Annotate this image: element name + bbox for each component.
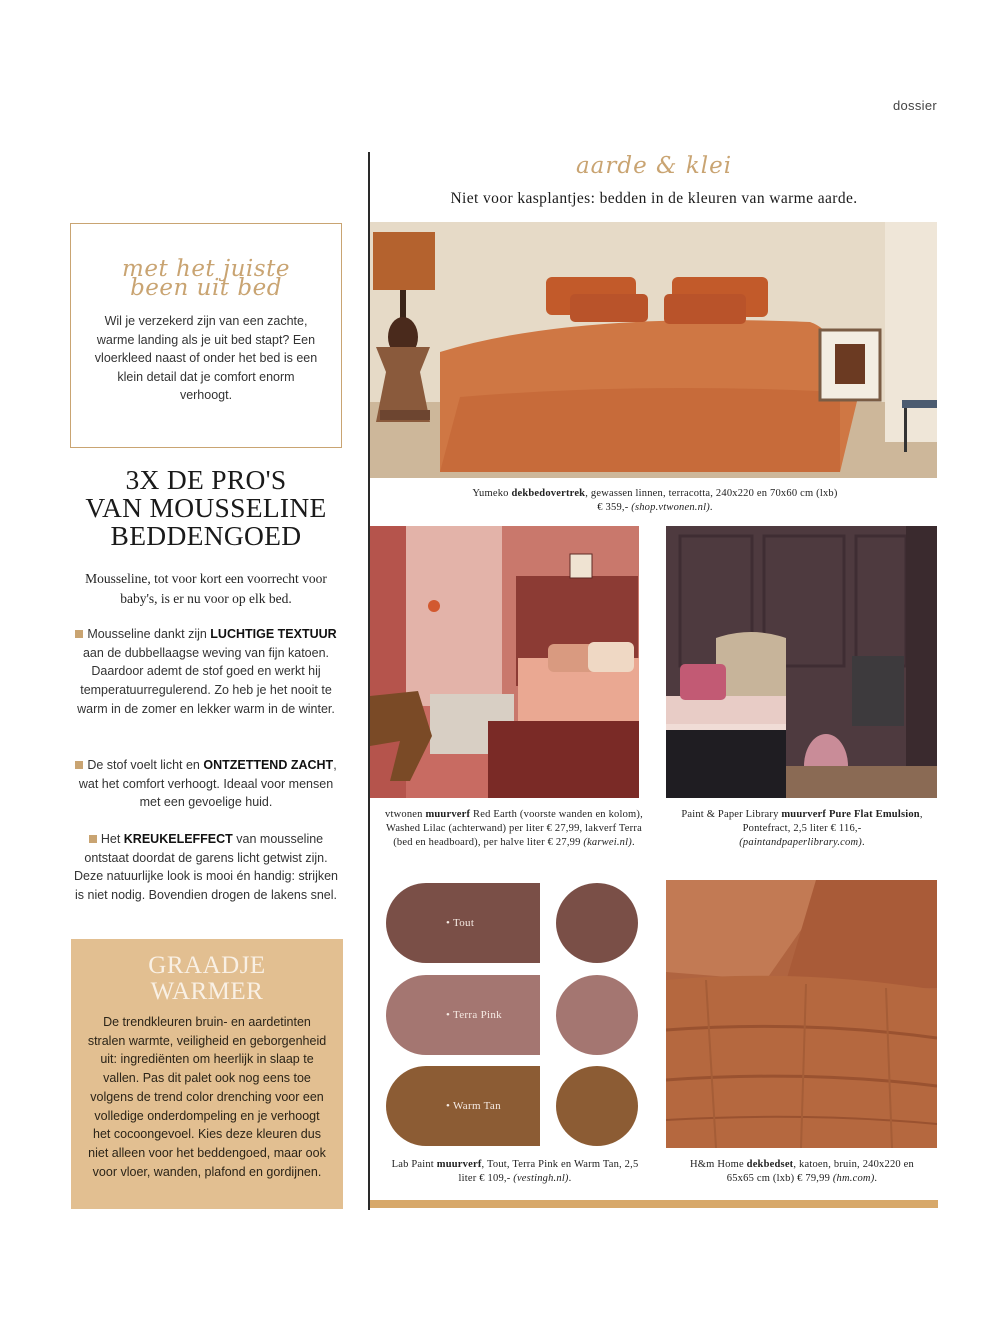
swatch-tout bbox=[386, 883, 540, 963]
caption-product: dekbedset bbox=[746, 1159, 794, 1170]
pro-highlight: KREUKELEFFECT bbox=[123, 832, 233, 846]
photo-rust-duvet bbox=[666, 880, 937, 1148]
caption-details: , Tout, Terra Pink en Warm Tan, 2,5 liter € 109,- bbox=[458, 1159, 639, 1184]
tip-text: Wil je verzekerd zijn van een zachte, warme landing als je uit bed stapt? Een vloerkleed naast of onder het bed is een klein detail dat je comfort enorm verhoogt. bbox=[94, 314, 318, 403]
caption-details: , katoen, bruin, 240x220 en 65x65 cm (lxb) € 79,99 bbox=[726, 1159, 914, 1184]
photo-red-earth-room bbox=[370, 526, 639, 798]
pro-highlight: LUCHTIGE TEXTUUR bbox=[210, 627, 337, 641]
pro-text: De stof voelt licht en bbox=[87, 758, 204, 772]
caption-source: (vestingh.nl) bbox=[513, 1173, 569, 1184]
pros-title bbox=[70, 466, 342, 550]
warm-title-line-2: WARMER bbox=[150, 978, 264, 1005]
warm-box bbox=[71, 939, 343, 1209]
pros-title-line-2: VAN MOUSSELINE bbox=[85, 492, 327, 523]
caption-brand: Lab Paint bbox=[391, 1159, 437, 1170]
tip-box bbox=[70, 223, 342, 448]
caption-product: muurverf Pure Flat Emulsion bbox=[781, 809, 920, 820]
square-bullet-icon bbox=[75, 630, 83, 638]
pros-intro: Mousseline, tot voor kort een voorrecht voor baby's, is er nu voor op elk bed. bbox=[85, 571, 327, 606]
section-subheading: Niet voor kasplantjes: bedden in de kleuren van warme aarde. bbox=[450, 190, 858, 207]
swatch-label: • Warm Tan bbox=[446, 1100, 501, 1112]
warm-text: De trendkleuren bruin- en aardetinten stralen warmte, veiligheid en geborgenheid uit: ingrediënten om heerlijk in slaap te vallen. Pas dit palet ook nog eens toe volgens de trend color drenching voor een volledige onderdompeling en je verhoogt het cocoongevoel. Kies deze kleuren dus niet alleen voor het beddengoed, maar ook voor vloer, wanden, plafond en gordijnen. bbox=[87, 1015, 327, 1179]
swatch-warm-tan bbox=[386, 1066, 540, 1146]
caption-end: . bbox=[874, 1173, 878, 1184]
caption-details: , Pontefract, 2,5 liter € 116,- bbox=[742, 809, 923, 834]
square-bullet-icon bbox=[75, 761, 83, 769]
warm-title bbox=[85, 953, 329, 1005]
caption-end: . bbox=[631, 837, 635, 848]
caption-source: (paintandpaperlibrary.com) bbox=[739, 837, 862, 848]
caption-source: (karwei.nl) bbox=[583, 837, 632, 848]
swatch-circle-warm-tan bbox=[556, 1066, 638, 1146]
caption-end: . bbox=[861, 837, 865, 848]
caption-brand: vtwonen bbox=[385, 809, 426, 820]
caption-5 bbox=[676, 1158, 928, 1186]
caption-2 bbox=[380, 808, 648, 850]
caption-source: (hm.com) bbox=[832, 1173, 875, 1184]
photo-plum-room bbox=[666, 526, 937, 798]
caption-price: € 359,- bbox=[597, 502, 632, 513]
swatch-circle-terra-pink bbox=[556, 975, 638, 1055]
swatch-circle-tout bbox=[556, 883, 638, 963]
caption-4 bbox=[390, 1158, 640, 1186]
swatch-terra-pink bbox=[386, 975, 540, 1055]
warm-title-line-1: GRAADJE bbox=[148, 952, 266, 979]
tip-title: met het juiste been uit bed bbox=[122, 256, 290, 301]
caption-brand: H&m Home bbox=[690, 1159, 747, 1170]
pro-text: aan de dubbellaagse weving van fijn katoen. Daardoor ademt de stof goed en werkt hij temperatuurregulerend. Zo heb je het nooit te warm in de zomer en lekker warm in de winter. bbox=[77, 645, 335, 716]
section-heading: aarde & klei bbox=[575, 153, 733, 179]
caption-end: . bbox=[709, 502, 713, 513]
caption-details: Red Earth (voorste wanden en kolom), Washed Lilac (achterwand) per liter € 27,99, lakverf Terra (bed en headboard), per halve liter € 27,99 bbox=[386, 809, 643, 848]
pro-text: Mousseline dankt zijn bbox=[87, 627, 211, 641]
pro-item-3 bbox=[70, 830, 342, 905]
bottom-rule bbox=[370, 1200, 938, 1208]
swatch-label: • Tout bbox=[446, 917, 475, 929]
caption-product: dekbedovertrek bbox=[511, 488, 586, 499]
caption-end: . bbox=[568, 1173, 572, 1184]
pros-title-line-3: BEDDENGOED bbox=[110, 520, 302, 551]
square-bullet-icon bbox=[89, 835, 97, 843]
caption-1 bbox=[395, 487, 915, 515]
section-label: dossier bbox=[892, 98, 937, 113]
pro-text: Het bbox=[100, 832, 124, 846]
caption-brand: Yumeko bbox=[472, 488, 512, 499]
caption-product: muurverf bbox=[436, 1159, 482, 1170]
photo-terracotta-bedroom bbox=[370, 222, 937, 478]
pro-highlight: ONTZETTEND ZACHT bbox=[203, 758, 334, 772]
pros-title-line-1: 3X DE PRO'S bbox=[125, 464, 287, 495]
pro-item-2 bbox=[70, 756, 342, 812]
swatch-label: • Terra Pink bbox=[446, 1009, 502, 1021]
caption-details: , gewassen linnen, terracotta, 240x220 en 70x60 cm (lxb) bbox=[585, 488, 838, 499]
pro-text: van mousseline ontstaat doordat de garens licht getwist zijn. Deze natuurlijke look is mooi én handig: strijken is niet nodig. Bovendien drogen de lakens snel. bbox=[73, 832, 339, 903]
pro-text: , wat het comfort verhoogt. Ideaal voor mensen met een gevoelige huid. bbox=[78, 758, 337, 810]
caption-source: (shop.vtwonen.nl) bbox=[631, 502, 710, 513]
caption-product: muurverf bbox=[425, 809, 471, 820]
caption-brand: Paint & Paper Library bbox=[681, 809, 782, 820]
pro-item-1 bbox=[70, 625, 342, 719]
caption-3 bbox=[676, 808, 928, 850]
